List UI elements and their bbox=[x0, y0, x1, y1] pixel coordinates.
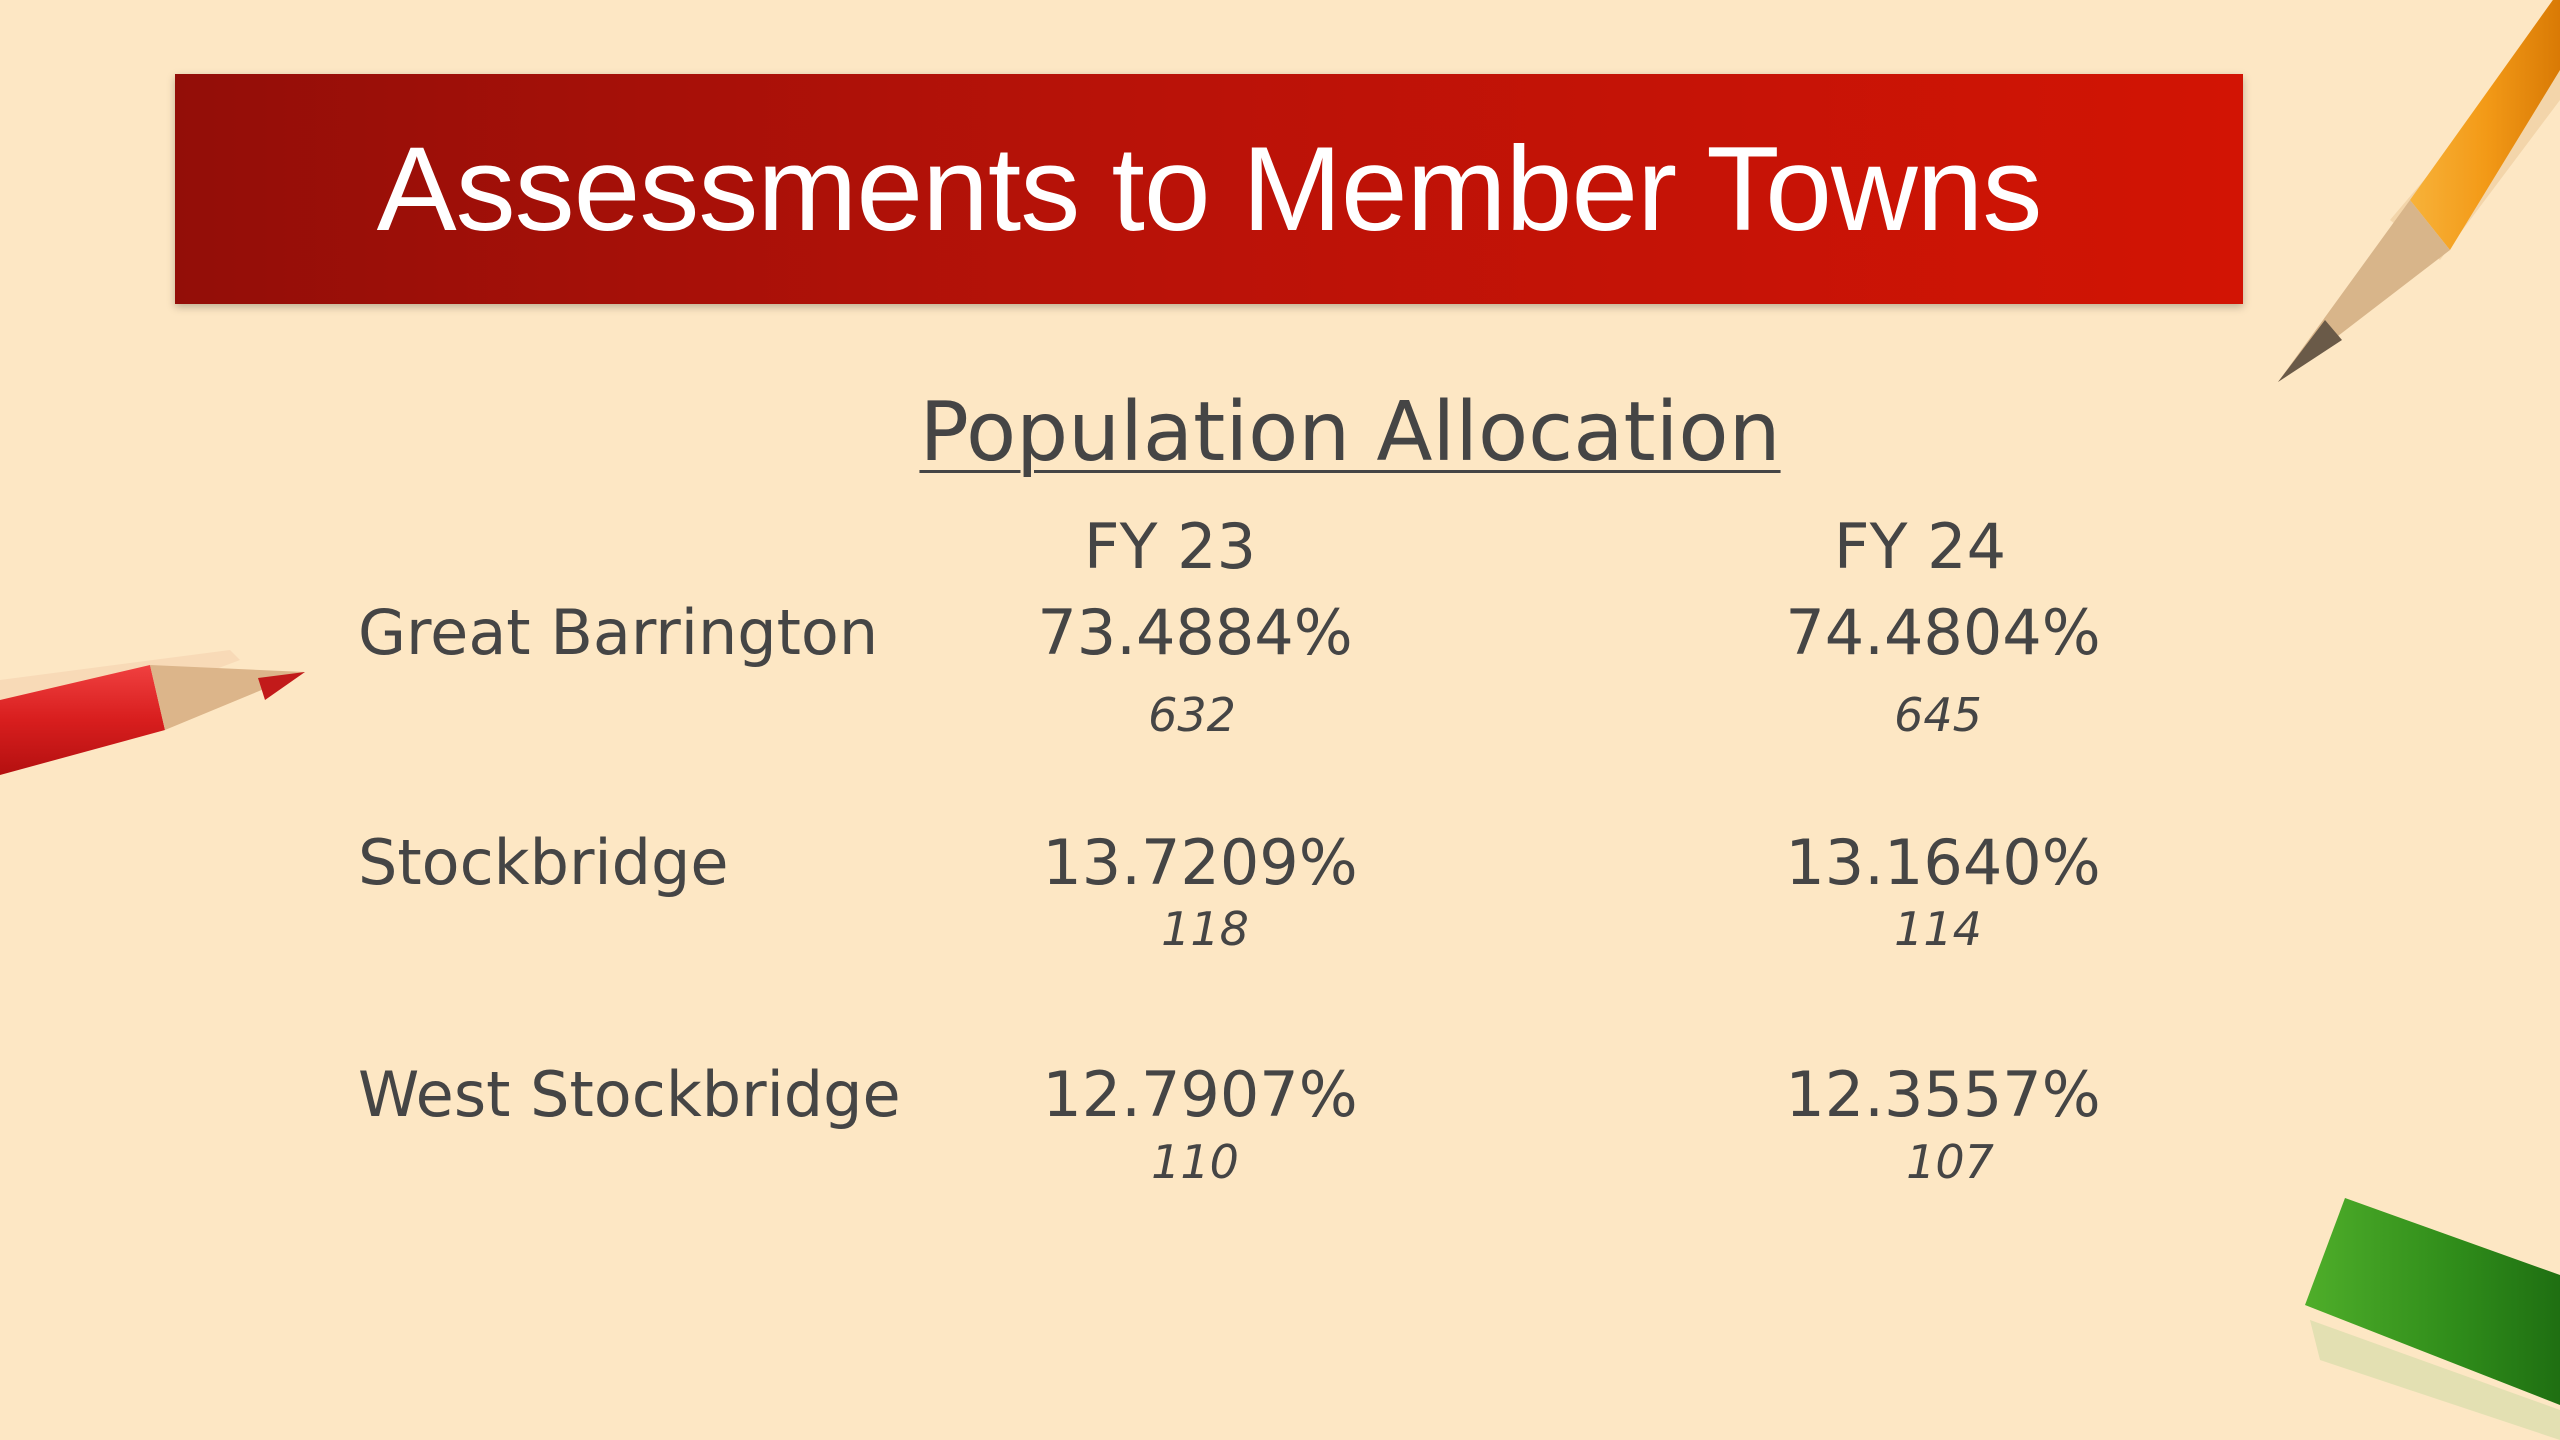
slide-title: Assessments to Member Towns bbox=[376, 122, 2042, 256]
fy23-count: 118 bbox=[1161, 902, 1249, 956]
fy24-count: 645 bbox=[1894, 688, 1982, 742]
town-name: Great Barrington bbox=[358, 596, 879, 669]
town-name: Stockbridge bbox=[358, 826, 729, 899]
town-name: West Stockbridge bbox=[358, 1058, 901, 1131]
column-header-fy24: FY 24 bbox=[1833, 510, 2007, 583]
orange-pencil-icon bbox=[2270, 0, 2560, 390]
section-subtitle: Population Allocation bbox=[919, 385, 1781, 480]
fy23-count: 632 bbox=[1148, 688, 1236, 742]
fy24-percent: 13.1640% bbox=[1785, 826, 2101, 899]
fy23-percent: 13.7209% bbox=[1042, 826, 1358, 899]
column-header-fy23: FY 23 bbox=[1083, 510, 1257, 583]
fy24-percent: 12.3557% bbox=[1785, 1058, 2101, 1131]
green-pencil-icon bbox=[2290, 1190, 2560, 1440]
fy23-percent: 73.4884% bbox=[1037, 596, 1353, 669]
fy24-count: 114 bbox=[1894, 902, 1982, 956]
fy24-percent: 74.4804% bbox=[1785, 596, 2101, 669]
fy24-count: 107 bbox=[1906, 1135, 1994, 1189]
red-pencil-icon bbox=[0, 640, 320, 790]
title-banner bbox=[175, 74, 2243, 304]
fy23-count: 110 bbox=[1151, 1135, 1239, 1189]
fy23-percent: 12.7907% bbox=[1042, 1058, 1358, 1131]
